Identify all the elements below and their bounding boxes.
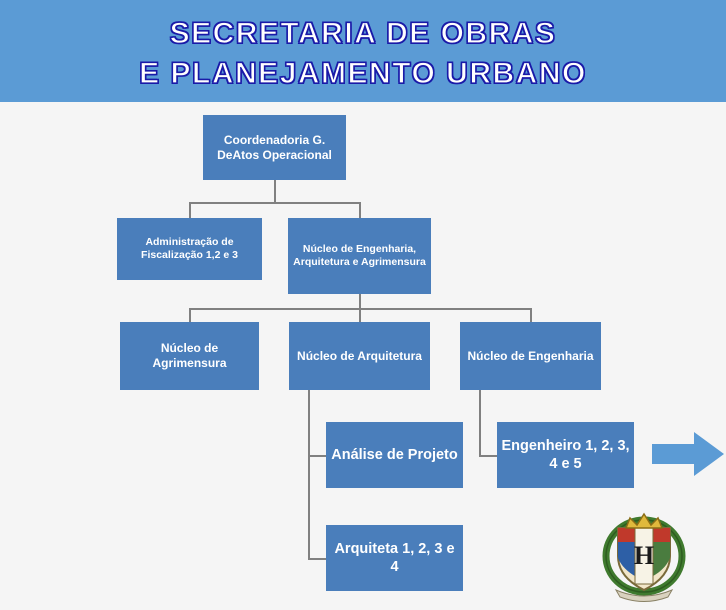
node-label: Núcleo de Engenharia [467,348,594,363]
node-label: Coordenadoria G. DeAtos Operacional [217,132,332,162]
connector-engenharia-spine [479,390,481,455]
node-label: Análise de Projeto [331,446,458,463]
connector-to-agrimensura [189,308,191,322]
node-arquiteta[interactable] [326,525,463,591]
node-nucleo-engenharia-arquitetura-agrimensura[interactable] [288,218,431,294]
connector-arquitetura-spine [308,390,310,558]
node-analise-de-projeto[interactable] [326,422,463,488]
municipal-coat-of-arms-icon [592,498,696,602]
connector-to-arquitetura [359,308,361,322]
connector-to-engenheiro [479,455,497,457]
page-title-line-2: E PLANEJAMENTO URBANO [139,57,587,90]
connector-coordenadoria-down [274,180,276,202]
page-header-banner [0,0,726,102]
node-nucleo-arquitetura[interactable] [289,322,430,390]
node-nucleo-agrimensura[interactable] [120,322,259,390]
node-nucleo-engenharia[interactable] [460,322,601,390]
node-administracao-fiscalizacao[interactable] [117,218,262,280]
svg-text:H: H [633,541,655,570]
page-title-line-1: SECRETARIA DE OBRAS [169,17,557,50]
connector-to-engenharia [530,308,532,322]
node-coordenadoria-geral[interactable] [203,115,346,180]
node-label: Engenheiro 1, 2, 3, 4 e 5 [501,437,630,472]
connector-nucleo-eng-down [359,294,361,308]
node-label: Núcleo de Arquitetura [297,348,422,363]
node-label: Administração de Fiscalização 1,2 e 3 [141,235,238,261]
node-label: Núcleo de Agrimensura [152,341,227,370]
connector-to-administracao [189,202,191,218]
connector-to-arquiteta [308,558,326,560]
node-label: Núcleo de Engenharia, Arquitetura e Agrimensura [293,242,426,268]
right-arrow-icon [652,430,726,478]
node-engenheiro[interactable] [497,422,634,488]
connector-to-nucleo-eng [359,202,361,218]
connector-to-analise-projeto [308,455,326,457]
connector-level2-horizontal [189,202,361,204]
node-label: Arquiteta 1, 2, 3 e 4 [334,540,455,575]
